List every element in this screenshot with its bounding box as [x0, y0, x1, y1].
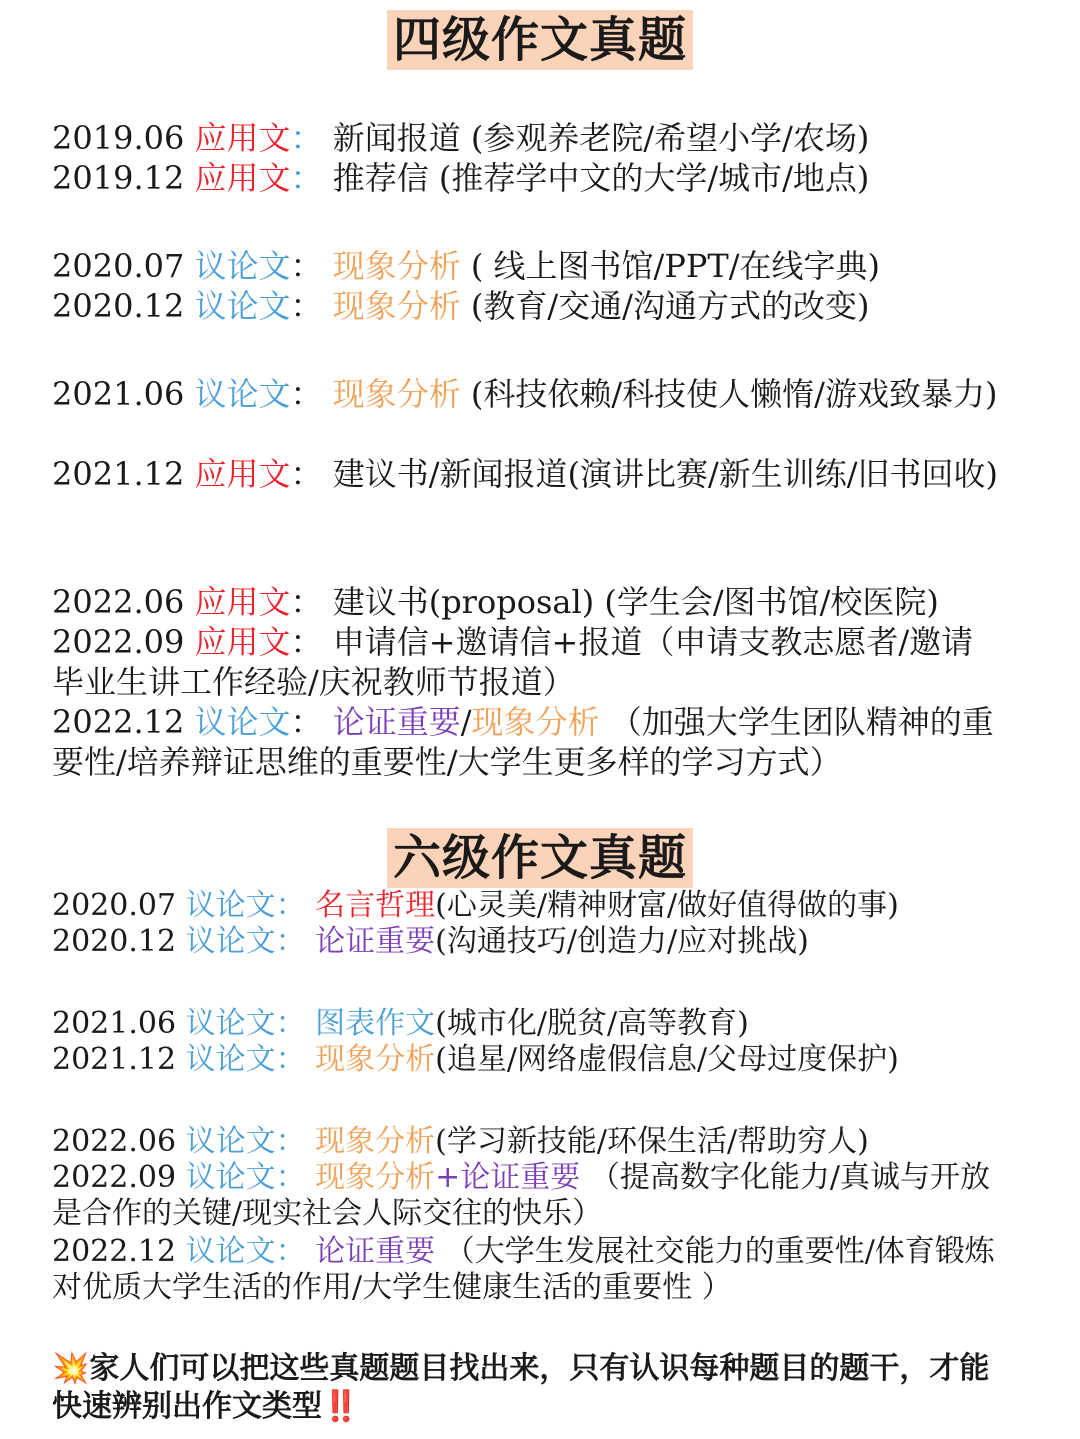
entry-date: 2021.12 [52, 1042, 177, 1077]
category-label: 议论文 [185, 1042, 276, 1077]
cet4-entry-2021-12 [52, 454, 1000, 494]
entry-topic: (沟通技巧/创造力/应对挑战) [435, 924, 809, 959]
entry-topic: 建议书(proposal) (学生会/图书馆/校医院) [332, 583, 939, 621]
category-label: 应用文 [194, 583, 291, 621]
entry-colon: ： [290, 623, 323, 661]
cet6-entry-2022-06 [52, 1124, 1000, 1160]
subcategory-label: 现象分析 [315, 1124, 436, 1159]
entry-date: 2022.06 [52, 1124, 177, 1159]
cet6-entry-2020-07 [52, 888, 1000, 924]
entry-colon: ： [275, 888, 306, 923]
entry-topic: (追星/网络虚假信息/父母过度保护) [435, 1042, 899, 1077]
entry-topic: (学习新技能/环保生活/帮助穷人) [435, 1124, 869, 1159]
cet4-entry-2022-09 [52, 622, 1000, 702]
subcategory-label: 名言哲理 [315, 888, 436, 923]
entry-date: 2021.12 [52, 455, 185, 493]
entry-topic: 申请信+邀请信+报道（申请支教志愿者/邀请毕业生讲工作经验/庆祝教师节报道） [52, 623, 974, 701]
cet6-entry-2022-12 [52, 1234, 1000, 1306]
entry-colon: ： [290, 703, 323, 741]
subcategory-label: 现象分析 [332, 287, 461, 325]
subcategory-separator: / [460, 703, 472, 741]
cet4-entry-2019-06 [52, 118, 1000, 158]
entry-colon: ： [290, 375, 323, 413]
entry-topic: 推荐信 (推荐学中文的大学/城市/地点) [332, 159, 870, 197]
footer-text: 家人们可以把这些真题题目找出来，只有认识每种题目的题干，才能快速辨别出作文类型 [52, 1351, 990, 1424]
cet4-entry-2021-06 [52, 374, 1000, 414]
entry-topic: (科技依赖/科技使人懒惰/游戏致暴力) [470, 375, 998, 413]
category-label: 应用文 [194, 159, 291, 197]
subcategory-label-b: 现象分析 [471, 703, 600, 741]
subcategory-label-a: 论证重要 [332, 703, 461, 741]
entry-colon: ： [290, 455, 323, 493]
category-label: 应用文 [194, 623, 291, 661]
cet6-entry-2021-12 [52, 1042, 1000, 1078]
entry-date: 2020.07 [52, 247, 185, 285]
subcategory-label: 图表作文 [315, 1006, 436, 1041]
cet6-entry-2021-06 [52, 1006, 1000, 1042]
category-label: 议论文 [194, 703, 291, 741]
entry-date: 2020.12 [52, 287, 185, 325]
subcategory-label-a: 现象分析 [315, 1160, 436, 1195]
entry-colon: ： [290, 583, 323, 621]
category-label: 议论文 [185, 888, 276, 923]
entry-date: 2022.12 [52, 1234, 177, 1269]
subcategory-label: 现象分析 [332, 375, 461, 413]
entry-date: 2022.12 [52, 703, 185, 741]
category-label: 议论文 [194, 375, 291, 413]
entry-colon: ： [275, 924, 306, 959]
cet6-entry-2022-09 [52, 1160, 1000, 1232]
cet4-title [0, 10, 1080, 70]
collision-icon: 💥 [52, 1351, 90, 1386]
entry-date: 2022.06 [52, 583, 185, 621]
cet6-entry-2020-12 [52, 924, 1000, 960]
entry-date: 2021.06 [52, 375, 185, 413]
entry-topic: （大学生发展社交能力的重要性/体育锻炼对优质大学生活的作用/大学生健康生活的重要性 ） [52, 1234, 995, 1305]
entry-colon: ： [275, 1006, 306, 1041]
category-label: 应用文 [194, 455, 291, 493]
entry-date: 2020.12 [52, 924, 177, 959]
cet4-entry-2022-06 [52, 582, 1000, 622]
subcategory-label: 现象分析 [332, 247, 461, 285]
entry-date: 2020.07 [52, 888, 177, 923]
entry-topic: (城市化/脱贫/高等教育) [435, 1006, 749, 1041]
subcategory-label: 现象分析 [315, 1042, 436, 1077]
entry-date: 2022.09 [52, 1160, 177, 1195]
subcategory-label: 论证重要 [315, 924, 436, 959]
cet4-title-text: 四级作文真题 [387, 10, 693, 70]
category-label: 议论文 [185, 1234, 276, 1269]
cet4-entry-2019-12 [52, 158, 1000, 198]
entry-topic: 新闻报道 (参观养老院/希望小学/农场) [332, 119, 870, 157]
entry-colon: ： [290, 159, 323, 197]
entry-colon: ： [275, 1234, 306, 1269]
category-label: 议论文 [194, 247, 291, 285]
subcategory-label-b: 论证重要 [460, 1160, 581, 1195]
footer-note [52, 1350, 1012, 1426]
category-label: 议论文 [194, 287, 291, 325]
entry-colon: ： [275, 1160, 306, 1195]
category-label: 议论文 [185, 924, 276, 959]
category-label: 议论文 [185, 1160, 276, 1195]
entry-date: 2022.09 [52, 623, 185, 661]
entry-colon: ： [275, 1124, 306, 1159]
entry-topic: ( 线上图书馆/PPT/在线字典) [470, 247, 881, 285]
cet6-title-text: 六级作文真题 [387, 828, 693, 888]
subcategory-label: 论证重要 [315, 1234, 436, 1269]
double-exclamation-icon: ‼️ [322, 1389, 360, 1424]
cet4-entry-2020-07 [52, 246, 1000, 286]
cet4-entry-2022-12 [52, 702, 1000, 782]
entry-colon: ： [290, 247, 323, 285]
entry-colon: ： [275, 1042, 306, 1077]
category-label: 议论文 [185, 1124, 276, 1159]
entry-colon: ： [290, 287, 323, 325]
entry-date: 2021.06 [52, 1006, 177, 1041]
category-label: 议论文 [185, 1006, 276, 1041]
entry-topic: （加强大学生团队精神的重要性/培养辩证思维的重要性/大学生更多样的学习方式） [52, 703, 994, 781]
entry-date: 2019.06 [52, 119, 185, 157]
cet6-title [0, 828, 1080, 888]
category-label: 应用文 [194, 119, 291, 157]
cet4-entry-2020-12 [52, 286, 1000, 326]
subcategory-separator: + [435, 1160, 461, 1195]
entry-colon: ： [290, 119, 323, 157]
entry-date: 2019.12 [52, 159, 185, 197]
entry-topic: （提高数字化能力/真诚与开放是合作的关键/现实社会人际交往的快乐） [52, 1160, 990, 1231]
entry-topic: 建议书/新闻报道(演讲比赛/新生训练/旧书回收) [332, 455, 999, 493]
entry-topic: (心灵美/精神财富/做好值得做的事) [435, 888, 899, 923]
entry-topic: (教育/交通/沟通方式的改变) [470, 287, 870, 325]
